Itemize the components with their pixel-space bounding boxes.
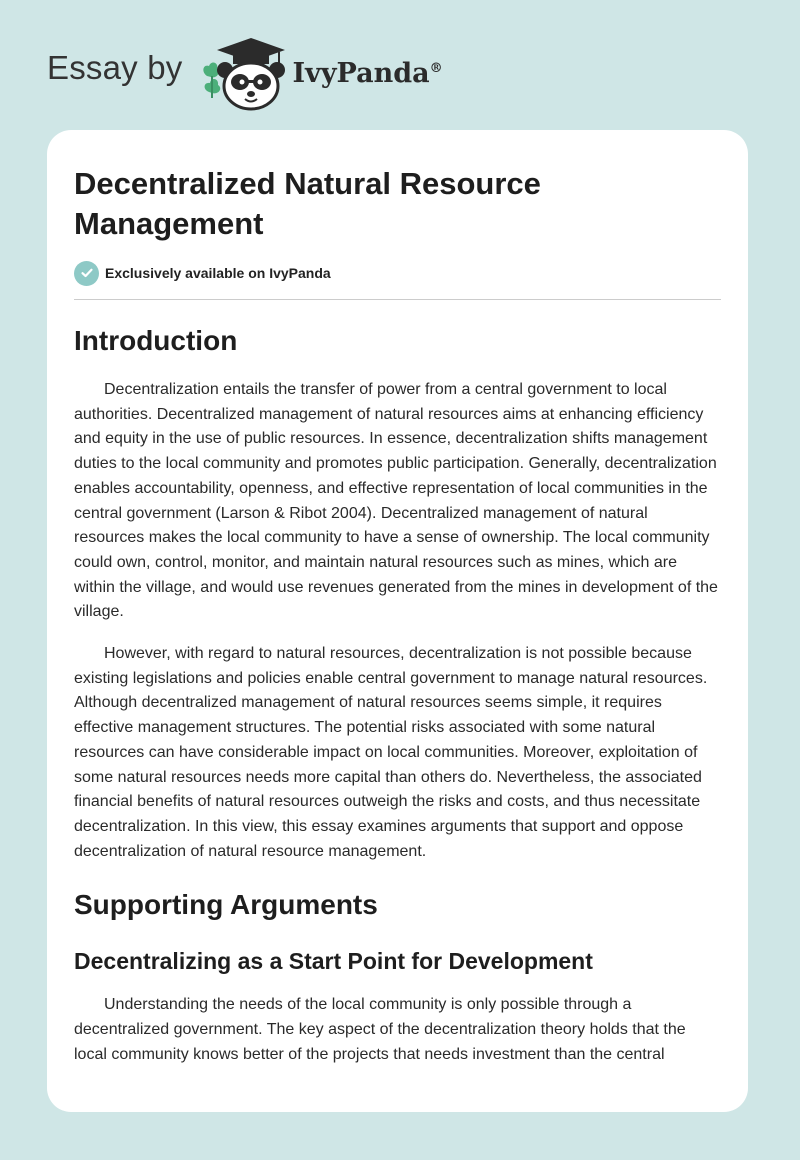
brand-prefix: Essay by	[47, 49, 183, 86]
check-circle-icon	[74, 261, 99, 286]
brand-header[interactable]	[47, 32, 443, 112]
exclusive-badge	[74, 259, 721, 287]
article-card	[47, 130, 748, 1112]
subsection-heading: Decentralizing as a Start Point for Development	[74, 948, 593, 975]
intro-paragraph-1: Decentralization entails the transfer of power from a central government to local authorities. Decentralized management of natural resources aims at enhancing efficiency and equity in the use of public resources. In essence, decentralization shifts management duties to the local community and promotes public participation. Generally, decentralization enables accountability, openness, and effective representation of local communities in the central government (Larson & Ribot 2004). Decentralized management of natural resources makes the local community to have a sense of ownership. The local community could own, control, monitor, and maintain natural resources such as mines, which are within the village, and would use revenues generated from the mines in development of the village.	[74, 381, 718, 621]
section-heading-supporting: Supporting Arguments	[74, 889, 378, 921]
article-title: Decentralized Natural Resource Management	[74, 166, 541, 241]
registered-mark: ®	[429, 60, 443, 76]
exclusive-text: Exclusively available on IvyPanda	[105, 265, 331, 281]
supporting-paragraph-1: Understanding the needs of the local community is only possible through a decentralized government. The key aspect of the decentralization theory holds that the local community knows better of the projects that needs investment than the central	[74, 996, 686, 1063]
panda-graduate-icon	[199, 32, 291, 112]
section-heading-introduction: Introduction	[74, 325, 238, 356]
intro-paragraph-2: However, with regard to natural resources, decentralization is not possible because existing legislations and policies enable central government to manage natural resources. Although decentralized management of natural resources seems simple, it requires effective management structures. The potential risks associated with some natural resources can have considerable impact on local communities. Moreover, exploitation of some natural resources needs more capital than others do. Nevertheless, the associated financial benefits of natural resources outweigh the risks and costs, and thus necessitate decentralization. In this view, this essay examines arguments that support and oppose decentralization of natural resource management.	[74, 645, 708, 860]
brand-name: IvyPanda®	[292, 57, 443, 89]
title-divider	[74, 299, 721, 300]
